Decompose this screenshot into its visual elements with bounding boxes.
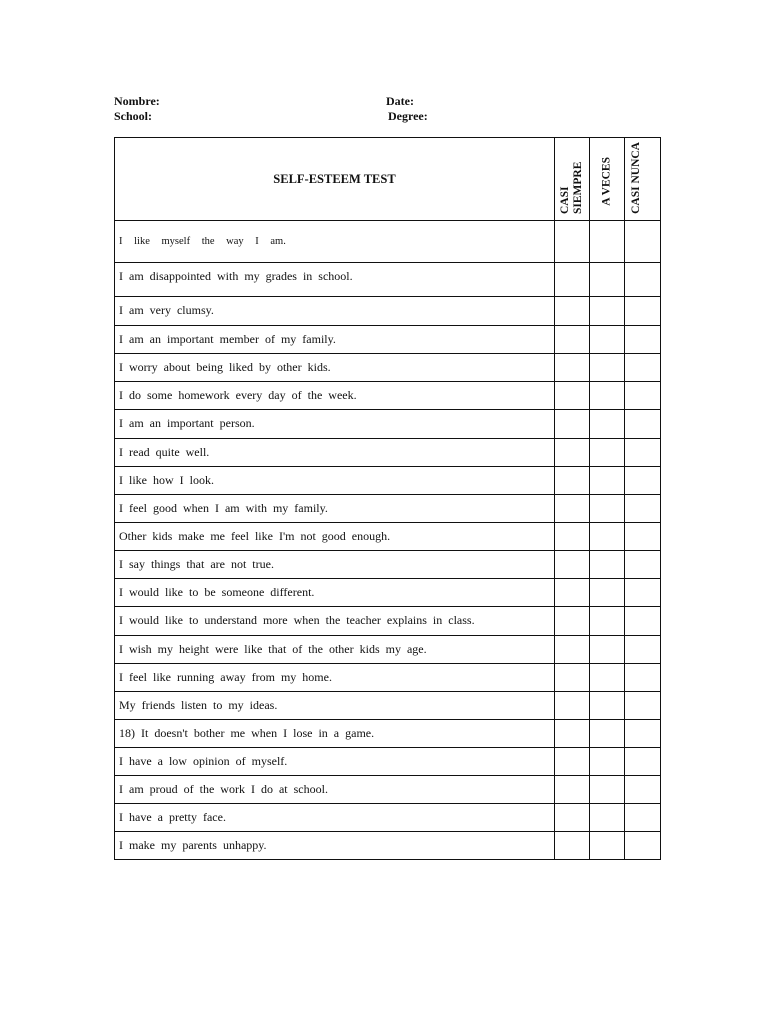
question-text: I read quite well. — [119, 445, 210, 459]
answer-cell-a-veces[interactable] — [590, 636, 625, 664]
answer-cell-casi-siempre[interactable] — [555, 263, 590, 297]
answer-cell-a-veces[interactable] — [590, 439, 625, 467]
answer-cell-casi-siempre[interactable] — [555, 354, 590, 382]
date-label: Date: — [386, 94, 414, 108]
question-row — [115, 221, 661, 263]
question-row — [115, 439, 661, 467]
answer-cell-casi-siempre[interactable] — [555, 579, 590, 607]
question-row — [115, 720, 661, 748]
answer-cell-a-veces[interactable] — [590, 354, 625, 382]
question-text-cell — [115, 692, 555, 720]
answer-cell-casi-siempre[interactable] — [555, 636, 590, 664]
answer-cell-casi-siempre[interactable] — [555, 523, 590, 551]
answer-cell-casi-siempre[interactable] — [555, 692, 590, 720]
question-row — [115, 607, 661, 636]
question-row — [115, 664, 661, 692]
answer-cell-a-veces[interactable] — [590, 579, 625, 607]
question-row — [115, 832, 661, 860]
answer-cell-a-veces[interactable] — [590, 748, 625, 776]
question-text: I make my parents unhappy. — [119, 838, 267, 852]
option-label: A VECES — [600, 157, 613, 206]
question-text-cell — [115, 720, 555, 748]
answer-cell-a-veces[interactable] — [590, 467, 625, 495]
question-text: Other kids make me feel like I'm not good enough. — [119, 529, 391, 543]
answer-cell-casi-nunca[interactable] — [625, 326, 661, 354]
table-title: SELF-ESTEEM TEST — [115, 138, 555, 221]
question-text: I like myself the way I am. — [119, 236, 286, 247]
question-text: I would like to understand more when the teacher explains in class. — [119, 613, 475, 627]
question-row — [115, 636, 661, 664]
question-row — [115, 467, 661, 495]
table-header-row — [115, 138, 661, 221]
question-text: I wish my height were like that of the other kids my age. — [119, 642, 427, 656]
question-text-cell — [115, 410, 555, 439]
answer-cell-casi-nunca[interactable] — [625, 410, 661, 439]
answer-cell-casi-nunca[interactable] — [625, 636, 661, 664]
question-text: I am very clumsy. — [119, 303, 214, 317]
answer-cell-casi-nunca[interactable] — [625, 382, 661, 410]
question-row — [115, 523, 661, 551]
name-label: Nombre: — [114, 94, 160, 108]
question-text: I am an important member of my family. — [119, 332, 336, 346]
question-row — [115, 263, 661, 297]
answer-cell-casi-siempre[interactable] — [555, 607, 590, 636]
question-text: I have a pretty face. — [119, 810, 226, 824]
answer-cell-casi-nunca[interactable] — [625, 523, 661, 551]
question-row — [115, 551, 661, 579]
question-text-cell — [115, 221, 555, 263]
question-text-cell — [115, 607, 555, 636]
answer-cell-a-veces[interactable] — [590, 607, 625, 636]
self-esteem-table — [114, 137, 661, 860]
answer-cell-casi-nunca[interactable] — [625, 748, 661, 776]
answer-cell-a-veces[interactable] — [590, 664, 625, 692]
question-row — [115, 692, 661, 720]
answer-cell-a-veces[interactable] — [590, 382, 625, 410]
answer-cell-casi-siempre[interactable] — [555, 720, 590, 748]
answer-cell-casi-nunca[interactable] — [625, 607, 661, 636]
question-text-cell — [115, 263, 555, 297]
question-row — [115, 326, 661, 354]
answer-cell-casi-siempre[interactable] — [555, 551, 590, 579]
question-row — [115, 354, 661, 382]
question-text: I am an important person. — [119, 416, 255, 430]
answer-cell-casi-siempre[interactable] — [555, 832, 590, 860]
answer-cell-a-veces[interactable] — [590, 776, 625, 804]
question-text-cell — [115, 382, 555, 410]
answer-cell-casi-siempre[interactable] — [555, 748, 590, 776]
answer-cell-casi-siempre[interactable] — [555, 467, 590, 495]
question-text-cell — [115, 326, 555, 354]
option-header-casi-nunca — [625, 138, 661, 221]
answer-cell-a-veces[interactable] — [590, 326, 625, 354]
question-text-cell — [115, 636, 555, 664]
school-label: School: — [114, 109, 153, 123]
answer-cell-casi-nunca[interactable] — [625, 579, 661, 607]
question-text-cell — [115, 804, 555, 832]
answer-cell-a-veces[interactable] — [590, 720, 625, 748]
answer-cell-a-veces[interactable] — [590, 263, 625, 297]
answer-cell-a-veces[interactable] — [590, 410, 625, 439]
answer-cell-casi-siempre[interactable] — [555, 804, 590, 832]
answer-cell-a-veces[interactable] — [590, 804, 625, 832]
answer-cell-casi-nunca[interactable] — [625, 720, 661, 748]
question-text-cell — [115, 664, 555, 692]
answer-cell-casi-nunca[interactable] — [625, 664, 661, 692]
answer-cell-casi-siempre[interactable] — [555, 326, 590, 354]
question-text-cell — [115, 495, 555, 523]
answer-cell-casi-nunca[interactable] — [625, 804, 661, 832]
question-text: I do some homework every day of the week. — [119, 388, 357, 402]
answer-cell-casi-nunca[interactable] — [625, 439, 661, 467]
answer-cell-casi-siempre[interactable] — [555, 221, 590, 263]
option-header-casi-siempre — [555, 138, 590, 221]
answer-cell-casi-siempre[interactable] — [555, 297, 590, 326]
question-text-cell — [115, 551, 555, 579]
answer-cell-a-veces[interactable] — [590, 832, 625, 860]
question-text-cell — [115, 354, 555, 382]
question-text-cell — [115, 832, 555, 860]
question-row — [115, 579, 661, 607]
answer-cell-a-veces[interactable] — [590, 551, 625, 579]
answer-cell-casi-siempre[interactable] — [555, 382, 590, 410]
question-row — [115, 297, 661, 326]
option-label: CASI SIEMPRE — [559, 161, 584, 214]
question-text-cell — [115, 439, 555, 467]
question-text-cell — [115, 776, 555, 804]
question-text: My friends listen to my ideas. — [119, 698, 278, 712]
question-text: I have a low opinion of myself. — [119, 754, 288, 768]
answer-cell-casi-nunca[interactable] — [625, 692, 661, 720]
answer-cell-casi-nunca[interactable] — [625, 354, 661, 382]
option-label: CASI NUNCA — [629, 142, 642, 214]
answer-cell-casi-nunca[interactable] — [625, 467, 661, 495]
degree-label: Degree: — [388, 109, 428, 123]
question-row — [115, 382, 661, 410]
answer-cell-a-veces[interactable] — [590, 523, 625, 551]
question-text: I feel like running away from my home. — [119, 670, 332, 684]
answer-cell-casi-nunca[interactable] — [625, 832, 661, 860]
answer-cell-casi-siempre[interactable] — [555, 664, 590, 692]
answer-cell-casi-nunca[interactable] — [625, 551, 661, 579]
question-text-cell — [115, 297, 555, 326]
answer-cell-casi-nunca[interactable] — [625, 221, 661, 263]
answer-cell-casi-nunca[interactable] — [625, 297, 661, 326]
option-header-a-veces — [590, 138, 625, 221]
answer-cell-a-veces[interactable] — [590, 297, 625, 326]
question-text: I say things that are not true. — [119, 557, 274, 571]
answer-cell-a-veces[interactable] — [590, 692, 625, 720]
answer-cell-casi-siempre[interactable] — [555, 495, 590, 523]
question-text: 18) It doesn't bother me when I lose in a game. — [119, 726, 375, 740]
answer-cell-casi-nunca[interactable] — [625, 263, 661, 297]
answer-cell-casi-siempre[interactable] — [555, 439, 590, 467]
question-text-cell — [115, 579, 555, 607]
question-row — [115, 776, 661, 804]
answer-cell-a-veces[interactable] — [590, 221, 625, 263]
question-row — [115, 804, 661, 832]
answer-cell-casi-nunca[interactable] — [625, 495, 661, 523]
question-text: I like how I look. — [119, 473, 214, 487]
question-text: I feel good when I am with my family. — [119, 501, 328, 515]
question-text-cell — [115, 523, 555, 551]
question-row — [115, 410, 661, 439]
answer-cell-casi-siempre[interactable] — [555, 410, 590, 439]
question-text-cell — [115, 467, 555, 495]
answer-cell-casi-nunca[interactable] — [625, 776, 661, 804]
question-text-cell — [115, 748, 555, 776]
question-text: I would like to be someone different. — [119, 585, 315, 599]
question-text: I worry about being liked by other kids. — [119, 360, 331, 374]
answer-cell-casi-siempre[interactable] — [555, 776, 590, 804]
answer-cell-a-veces[interactable] — [590, 495, 625, 523]
question-row — [115, 495, 661, 523]
question-text: I am proud of the work I do at school. — [119, 782, 328, 796]
question-row — [115, 748, 661, 776]
question-text: I am disappointed with my grades in school. — [119, 269, 353, 283]
